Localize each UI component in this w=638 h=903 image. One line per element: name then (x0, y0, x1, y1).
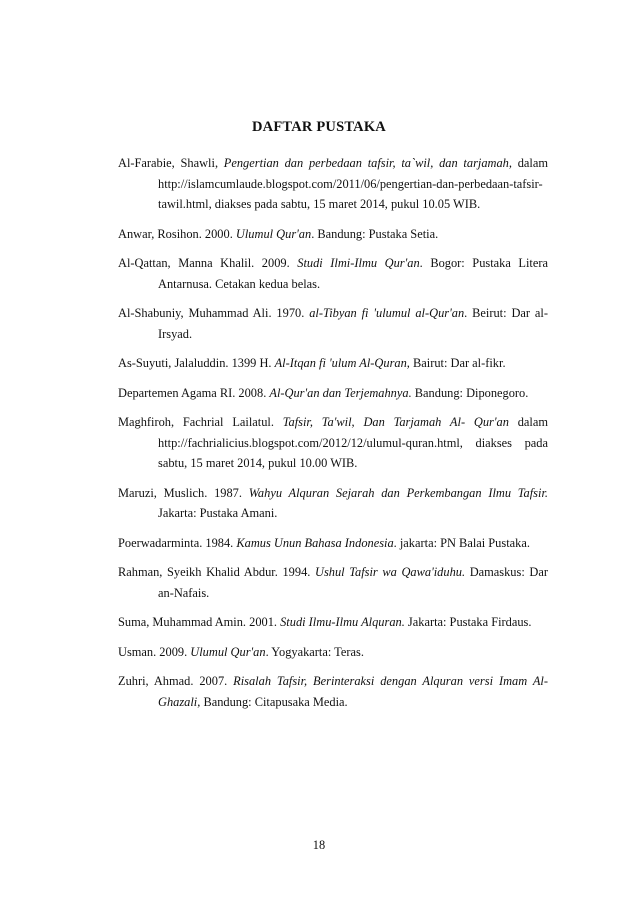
reference-title: Kamus Unun Bahasa Indonesia (236, 535, 394, 550)
reference-details: . jakarta: PN Balai Pustaka. (393, 535, 530, 550)
reference-title: Ulumul Qur'an (235, 226, 312, 241)
reference-entry (118, 353, 548, 374)
reference-title: Pengertian dan perbedaan tafsir, ta`wil, dan tarjamah, (223, 156, 512, 170)
reference-entry (118, 412, 548, 474)
reference-details: Bandung: Diponegoro. (411, 385, 529, 400)
reference-details: dalam http://islamcumlaude.blogspot.com/2011/06/pengertian-dan-perbedaan-tafsir-tawil.html, diakses pada sabtu, 15 maret 2014, pukul 10.05 WIB. (158, 156, 548, 211)
reference-author: Anwar, Rosihon. 2000. (118, 226, 236, 241)
reference-author: Usman. 2009. (118, 644, 191, 659)
reference-details: . Beirut: Dar al-Irsyad. (158, 306, 548, 341)
reference-title: Wahyu Alquran Sejarah dan Perkembangan Ilmu Tafsir. (248, 485, 548, 500)
reference-author: Maghfiroh, Fachrial Lailatul. (118, 415, 283, 429)
reference-author: As-Suyuti, Jalaluddin. 1399 H. (118, 356, 275, 370)
reference-title: Tafsir, Ta'wil, Dan Tarjamah Al- Qur'an (282, 415, 509, 429)
reference-details: . Yogyakarta: Teras. (265, 644, 364, 659)
reference-entry (118, 253, 548, 294)
reference-details: Jakarta: Pustaka Firdaus. (404, 615, 532, 629)
reference-author: Zuhri, Ahmad. 2007. (118, 674, 234, 688)
reference-author: Al-Shabuniy, Muhammad Ali. 1970. (118, 306, 310, 320)
reference-entry (118, 483, 548, 524)
reference-details: Bairut: Dar al-fikr. (409, 356, 506, 370)
reference-title: al-Tibyan fi 'ulumul al-Qur'an (309, 306, 465, 320)
reference-list (118, 153, 548, 721)
reference-author: Al-Qattan, Manna Khalil. 2009. (118, 256, 298, 270)
reference-author: Suma, Muhammad Amin. 2001. (118, 615, 281, 629)
reference-details: dalam http://fachrialicius.blogspot.com/2012/12/ulumul-quran.html, diakses pada sabtu, 15 maret 2014, pukul 10.00 WIB. (158, 415, 548, 470)
page-title: DAFTAR PUSTAKA (252, 119, 386, 135)
reference-entry (118, 562, 548, 603)
reference-entry (118, 224, 548, 245)
reference-author: Departemen Agama RI. 2008. (118, 385, 270, 400)
reference-title: Risalah Tafsir, Berinteraksi dengan Alquran versi Imam Al-Ghazali, (158, 674, 548, 709)
reference-title: Studi Ilmi-Ilmu Qur'an (297, 256, 420, 270)
reference-entry (118, 533, 548, 554)
reference-details: Bandung: Citapusaka Media. (200, 694, 348, 709)
reference-entry (118, 383, 548, 404)
reference-title: Al-Itqan fi 'ulum Al-Quran, (274, 356, 410, 370)
reference-title: Studi Ilmu-Ilmu Alquran. (280, 615, 405, 629)
reference-details: Damaskus: Dar an-Nafais. (158, 565, 548, 600)
reference-entry (118, 612, 548, 633)
reference-title: Al-Qur'an dan Terjemahnya. (269, 385, 412, 400)
reference-entry (118, 642, 548, 663)
reference-title: Ulumul Qur'an (190, 644, 266, 659)
reference-details: . Bogor: Pustaka Litera Antarnusa. Cetakan kedua belas. (158, 256, 548, 291)
reference-details: Jakarta: Pustaka Amani. (158, 506, 278, 520)
reference-author: Poerwadarminta. 1984. (118, 535, 237, 550)
reference-entry (118, 153, 548, 215)
reference-author: Maruzi, Muslich. 1987. (118, 485, 249, 500)
reference-details: . Bandung: Pustaka Setia. (311, 226, 439, 241)
reference-author: Rahman, Syeikh Khalid Abdur. 1994. (118, 565, 316, 579)
page-number: 18 (312, 838, 326, 852)
reference-entry (118, 671, 548, 712)
reference-title: Ushul Tafsir wa Qawa'iduhu. (315, 565, 466, 579)
reference-author: Al-Farabie, Shawli, (118, 156, 224, 170)
reference-entry (118, 303, 548, 344)
